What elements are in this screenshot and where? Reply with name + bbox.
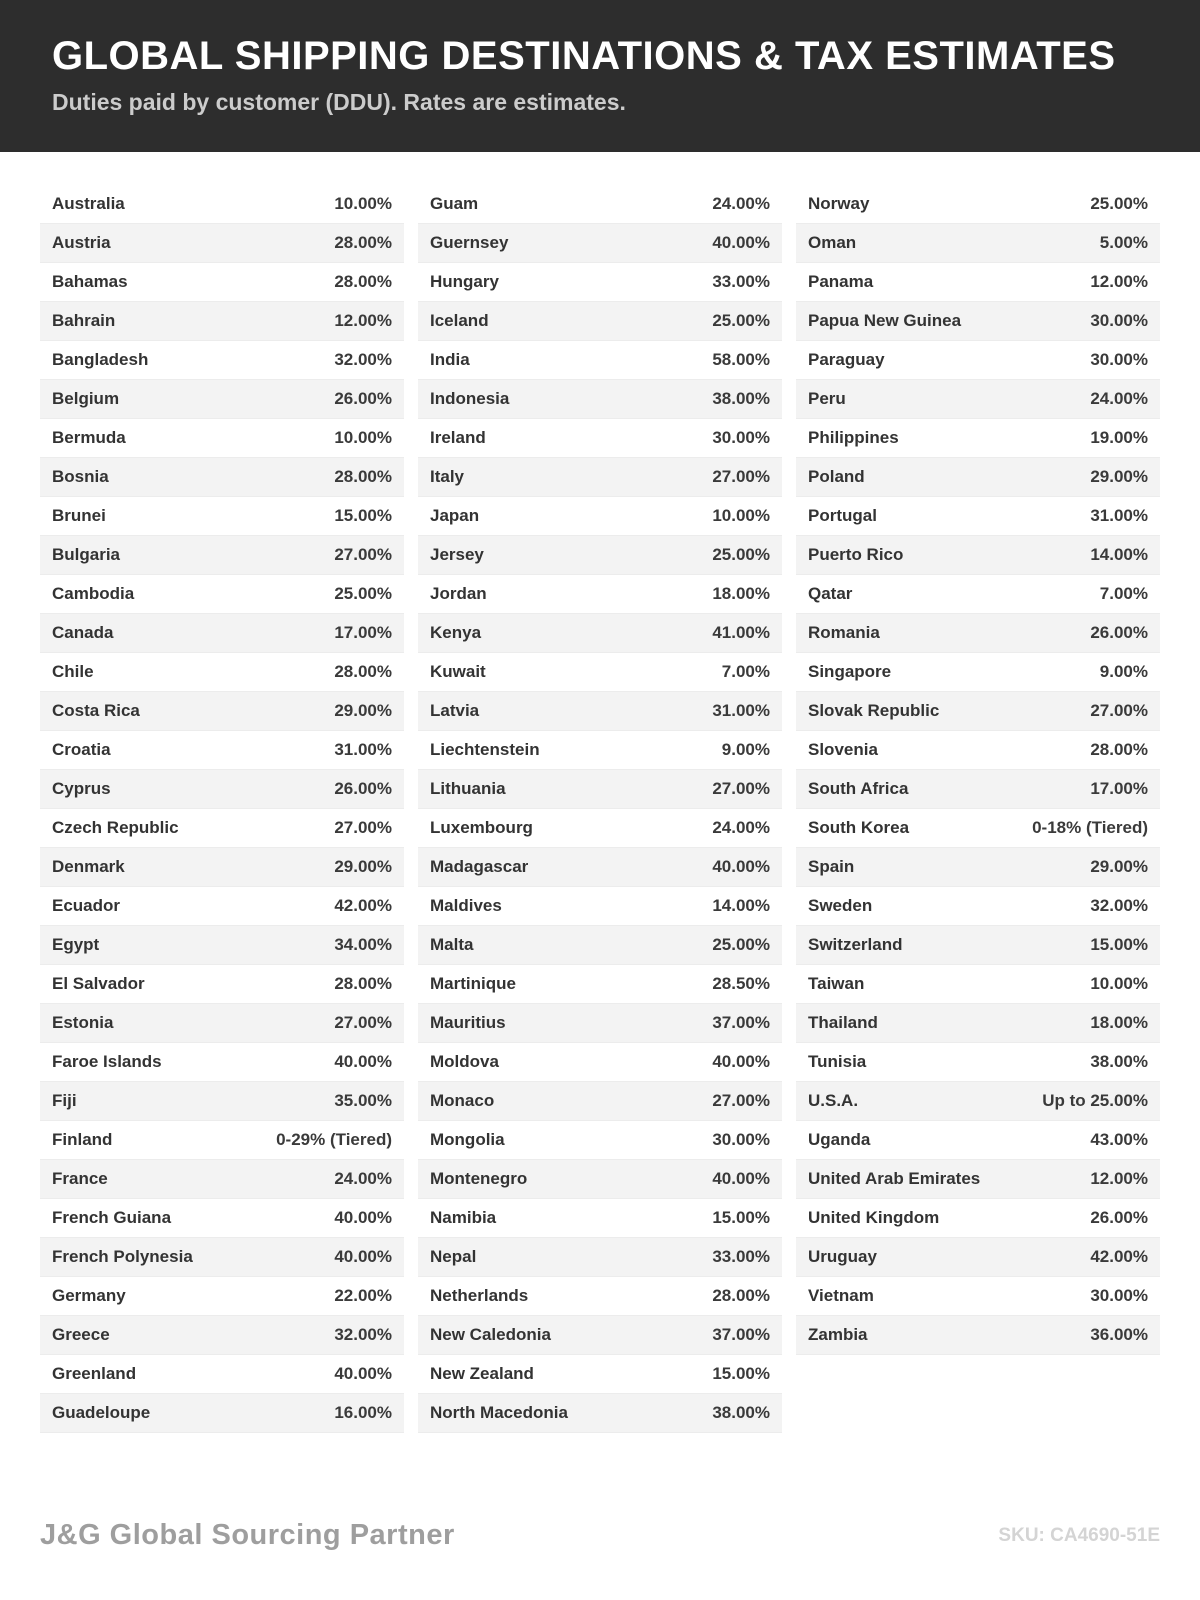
country-name: Vietnam: [808, 1286, 874, 1305]
country-name: Chile: [52, 662, 94, 681]
country-name: Uruguay: [808, 1247, 877, 1266]
country-name: Ecuador: [52, 896, 121, 915]
country-name: Spain: [808, 857, 855, 876]
tax-rate: 30.00%: [1090, 311, 1148, 330]
tax-rate: 31.00%: [712, 701, 770, 720]
country-name: Switzerland: [808, 935, 903, 954]
tax-rate: 25.00%: [712, 545, 770, 564]
rate-row: [796, 731, 1160, 770]
country-name: Guam: [430, 194, 479, 213]
tax-rate: 29.00%: [1090, 467, 1148, 486]
tax-rate: 22.00%: [334, 1286, 392, 1305]
country-name: Guernsey: [430, 233, 509, 252]
tax-rate: 12.00%: [1090, 1169, 1148, 1188]
rate-row: [40, 965, 404, 1004]
tax-rate: 25.00%: [712, 935, 770, 954]
tax-rate: 26.00%: [334, 779, 392, 798]
rate-row: [418, 809, 782, 848]
tax-rate: 27.00%: [712, 779, 770, 798]
country-name: Czech Republic: [52, 818, 179, 837]
tax-rate: 9.00%: [721, 740, 770, 759]
country-name: Ireland: [430, 428, 486, 447]
country-name: Indonesia: [430, 389, 510, 408]
rate-row: [796, 1238, 1160, 1277]
rate-row: [40, 848, 404, 887]
country-name: Denmark: [52, 857, 125, 876]
country-name: Kenya: [430, 623, 482, 642]
rate-row: [796, 614, 1160, 653]
rate-row: [40, 419, 404, 458]
tax-rate: 58.00%: [712, 350, 770, 369]
tax-rate: 29.00%: [1090, 857, 1148, 876]
rate-row: [418, 770, 782, 809]
country-name: Philippines: [808, 428, 899, 447]
rate-row: [418, 692, 782, 731]
country-name: Germany: [52, 1286, 126, 1305]
rate-row: [40, 263, 404, 302]
tax-rate: 28.00%: [1090, 740, 1148, 759]
country-name: Malta: [430, 935, 474, 954]
rate-row: [418, 419, 782, 458]
rate-row: [418, 848, 782, 887]
tax-rate: 33.00%: [712, 1247, 770, 1266]
tax-rate: 40.00%: [334, 1247, 392, 1266]
country-name: Namibia: [430, 1208, 497, 1227]
country-name: Qatar: [808, 584, 853, 603]
rate-row: [418, 1082, 782, 1121]
rate-row: [418, 302, 782, 341]
rate-row: [796, 1082, 1160, 1121]
rate-row: [40, 1121, 404, 1160]
tax-rate: 28.00%: [334, 662, 392, 681]
country-name: Iceland: [430, 311, 489, 330]
rate-row: [418, 1394, 782, 1433]
country-name: Monaco: [430, 1091, 495, 1110]
tax-rate: 14.00%: [1090, 545, 1148, 564]
rate-row: [40, 926, 404, 965]
country-name: United Arab Emirates: [808, 1169, 981, 1188]
tax-rate: 40.00%: [334, 1364, 392, 1383]
country-name: Estonia: [52, 1013, 114, 1032]
page-subtitle: Duties paid by customer (DDU). Rates are estimates.: [52, 89, 626, 115]
country-name: South Korea: [808, 818, 910, 837]
rate-row: [40, 1082, 404, 1121]
rate-row: [40, 302, 404, 341]
tax-rate: 40.00%: [334, 1208, 392, 1227]
tax-rate: 26.00%: [1090, 623, 1148, 642]
rate-row: [40, 1004, 404, 1043]
country-name: Moldova: [430, 1052, 499, 1071]
tax-rate: 5.00%: [1099, 233, 1148, 252]
country-name: France: [52, 1169, 108, 1188]
tax-rate: 28.00%: [712, 1286, 770, 1305]
rate-row: [796, 224, 1160, 263]
country-name: United Kingdom: [808, 1208, 940, 1227]
country-name: Montenegro: [430, 1169, 528, 1188]
tax-rate: 36.00%: [1090, 1325, 1148, 1344]
rate-row: [40, 497, 404, 536]
header: [0, 0, 1200, 152]
rate-row: [418, 965, 782, 1004]
country-name: Sweden: [808, 896, 873, 915]
rate-row: [40, 1238, 404, 1277]
country-name: Uganda: [808, 1130, 871, 1149]
rate-row: [40, 224, 404, 263]
country-name: Japan: [430, 506, 480, 525]
rate-row: [418, 1238, 782, 1277]
country-name: Mauritius: [430, 1013, 506, 1032]
tax-rate: 27.00%: [334, 818, 392, 837]
tax-rate: 42.00%: [334, 896, 392, 915]
rate-row: [796, 1160, 1160, 1199]
rate-row: [796, 185, 1160, 224]
rate-row: [418, 1043, 782, 1082]
tax-rate: 27.00%: [334, 1013, 392, 1032]
tax-rate: 30.00%: [712, 428, 770, 447]
footer: [40, 1519, 1160, 1552]
country-name: Jordan: [430, 584, 487, 603]
country-name: India: [430, 350, 470, 369]
rate-row: [796, 1121, 1160, 1160]
rate-row: [40, 653, 404, 692]
tax-rate: 24.00%: [334, 1169, 392, 1188]
country-name: Lithuania: [430, 779, 506, 798]
tax-rate: 41.00%: [712, 623, 770, 642]
rate-row: [418, 458, 782, 497]
rate-row: [418, 731, 782, 770]
tax-rate: 9.00%: [1099, 662, 1148, 681]
country-name: Panama: [808, 272, 874, 291]
rate-row: [796, 887, 1160, 926]
tax-rate: 27.00%: [712, 467, 770, 486]
tax-rate: 24.00%: [1090, 389, 1148, 408]
tax-rate: 18.00%: [1090, 1013, 1148, 1032]
country-name: Maldives: [430, 896, 502, 915]
country-name: Greenland: [52, 1364, 137, 1383]
rate-row: [796, 1199, 1160, 1238]
rate-row: [40, 1199, 404, 1238]
rates-grid: [0, 185, 1200, 1433]
tax-rate: 29.00%: [334, 857, 392, 876]
country-name: Tunisia: [808, 1052, 867, 1071]
country-name: Latvia: [430, 701, 480, 720]
tax-rate: 30.00%: [712, 1130, 770, 1149]
tax-rate: 31.00%: [1090, 506, 1148, 525]
country-name: Belgium: [52, 389, 120, 408]
tax-rate: 35.00%: [334, 1091, 392, 1110]
tax-rate: 15.00%: [1090, 935, 1148, 954]
tax-rate: 42.00%: [1090, 1247, 1148, 1266]
rate-row: [40, 1043, 404, 1082]
tax-rate: 7.00%: [1099, 584, 1148, 603]
rate-row: [40, 1355, 404, 1394]
rate-row: [796, 497, 1160, 536]
rate-row: [418, 1160, 782, 1199]
country-name: Jersey: [430, 545, 484, 564]
tax-rate: 38.00%: [712, 1403, 770, 1422]
rate-row: [796, 458, 1160, 497]
tax-rate: 30.00%: [1090, 1286, 1148, 1305]
rate-row: [796, 965, 1160, 1004]
country-name: Guadeloupe: [52, 1403, 151, 1422]
country-name: Cyprus: [52, 779, 111, 798]
tax-rate: 26.00%: [334, 389, 392, 408]
rate-row: [40, 614, 404, 653]
rate-row: [418, 1004, 782, 1043]
country-name: Mongolia: [430, 1130, 505, 1149]
country-name: French Polynesia: [52, 1247, 193, 1266]
tax-rate: 28.00%: [334, 233, 392, 252]
tax-rate: 0-29% (Tiered): [276, 1130, 392, 1149]
country-name: French Guiana: [52, 1208, 172, 1227]
rate-row: [40, 380, 404, 419]
tax-rate: 25.00%: [712, 311, 770, 330]
country-name: Bahrain: [52, 311, 116, 330]
country-name: Kuwait: [430, 662, 486, 681]
rate-row: [796, 302, 1160, 341]
rate-row: [40, 1277, 404, 1316]
tax-rate: 32.00%: [1090, 896, 1148, 915]
tax-rate: 15.00%: [334, 506, 392, 525]
country-name: Papua New Guinea: [808, 311, 962, 330]
rate-row: [40, 185, 404, 224]
tax-rate: 10.00%: [334, 194, 392, 213]
tax-rate: 37.00%: [712, 1013, 770, 1032]
rate-row: [796, 1043, 1160, 1082]
country-name: El Salvador: [52, 974, 145, 993]
country-name: Madagascar: [430, 857, 529, 876]
rate-row: [40, 536, 404, 575]
tax-rate: 38.00%: [1090, 1052, 1148, 1071]
country-name: Cambodia: [52, 584, 135, 603]
rate-row: [418, 1199, 782, 1238]
country-name: Australia: [52, 194, 125, 213]
rate-row: [40, 1394, 404, 1433]
rate-row: [418, 497, 782, 536]
tax-rate: 24.00%: [712, 194, 770, 213]
country-name: U.S.A.: [808, 1091, 859, 1110]
rate-row: [796, 575, 1160, 614]
tax-rate: 0-18% (Tiered): [1032, 818, 1148, 837]
rate-row: [418, 887, 782, 926]
tax-rate: 12.00%: [334, 311, 392, 330]
rate-row: [796, 770, 1160, 809]
rate-row: [796, 1004, 1160, 1043]
rates-column-2: [418, 185, 782, 1433]
country-name: Slovenia: [808, 740, 878, 759]
rate-row: [40, 809, 404, 848]
rate-row: [40, 575, 404, 614]
country-name: Poland: [808, 467, 865, 486]
tax-rate: 40.00%: [712, 857, 770, 876]
country-name: Bulgaria: [52, 545, 121, 564]
rate-row: [796, 1277, 1160, 1316]
tax-rate: 24.00%: [712, 818, 770, 837]
country-name: Bosnia: [52, 467, 109, 486]
country-name: Bahamas: [52, 272, 128, 291]
tax-rate: 38.00%: [712, 389, 770, 408]
tax-rate: 40.00%: [334, 1052, 392, 1071]
page-title: GLOBAL SHIPPING DESTINATIONS & TAX ESTIMATES: [52, 34, 1116, 78]
country-name: Egypt: [52, 935, 100, 954]
rate-row: [418, 536, 782, 575]
tax-rate: 28.00%: [334, 974, 392, 993]
tax-rate: 40.00%: [712, 1052, 770, 1071]
rate-row: [418, 653, 782, 692]
rate-row: [418, 1316, 782, 1355]
rate-row: [418, 575, 782, 614]
country-name: Canada: [52, 623, 114, 642]
rate-row: [40, 692, 404, 731]
tax-rate: 34.00%: [334, 935, 392, 954]
tax-rate: 27.00%: [712, 1091, 770, 1110]
rate-row: [418, 926, 782, 965]
country-name: Costa Rica: [52, 701, 140, 720]
country-name: Croatia: [52, 740, 111, 759]
tax-rate: 14.00%: [712, 896, 770, 915]
rate-row: [796, 263, 1160, 302]
rate-row: [40, 341, 404, 380]
rate-row: [796, 848, 1160, 887]
tax-rate: 18.00%: [712, 584, 770, 603]
rate-row: [796, 809, 1160, 848]
country-name: Romania: [808, 623, 880, 642]
rate-row: [40, 1316, 404, 1355]
country-name: Brunei: [52, 506, 106, 525]
rate-row: [418, 224, 782, 263]
tax-rate: 10.00%: [712, 506, 770, 525]
country-name: Greece: [52, 1325, 110, 1344]
country-name: Norway: [808, 194, 870, 213]
rate-row: [418, 1121, 782, 1160]
rate-row: [418, 341, 782, 380]
rate-row: [796, 536, 1160, 575]
tax-rate: 17.00%: [334, 623, 392, 642]
country-name: Taiwan: [808, 974, 865, 993]
tax-rate: 43.00%: [1090, 1130, 1148, 1149]
rate-row: [40, 731, 404, 770]
tax-rate: 37.00%: [712, 1325, 770, 1344]
tax-rate: 10.00%: [1090, 974, 1148, 993]
country-name: Italy: [430, 467, 465, 486]
tax-rate: 28.00%: [334, 467, 392, 486]
country-name: Thailand: [808, 1013, 878, 1032]
tax-rate: 25.00%: [334, 584, 392, 603]
country-name: North Macedonia: [430, 1403, 568, 1422]
tax-rate: 27.00%: [334, 545, 392, 564]
tax-rate: 29.00%: [334, 701, 392, 720]
rate-row: [40, 1160, 404, 1199]
country-name: Slovak Republic: [808, 701, 940, 720]
tax-rate: 17.00%: [1090, 779, 1148, 798]
country-name: South Africa: [808, 779, 909, 798]
rate-row: [796, 380, 1160, 419]
rate-row: [40, 770, 404, 809]
rate-row: [418, 614, 782, 653]
country-name: Bermuda: [52, 428, 126, 447]
brand-name: J&G Global Sourcing Partner: [40, 1519, 455, 1551]
country-name: Fiji: [52, 1091, 77, 1110]
country-name: Finland: [52, 1130, 113, 1149]
rates-column-3: [796, 185, 1160, 1355]
rates-column-1: [40, 185, 404, 1433]
country-name: Luxembourg: [430, 818, 533, 837]
country-name: Martinique: [430, 974, 516, 993]
tax-rate: 40.00%: [712, 1169, 770, 1188]
country-name: Peru: [808, 389, 846, 408]
country-name: Portugal: [808, 506, 877, 525]
tax-rate: 31.00%: [334, 740, 392, 759]
sku-label: SKU: CA4690-51E: [998, 1524, 1160, 1546]
country-name: Nepal: [430, 1247, 477, 1266]
tax-rate: 30.00%: [1090, 350, 1148, 369]
tax-rate: 15.00%: [712, 1364, 770, 1383]
tax-rate: 27.00%: [1090, 701, 1148, 720]
tax-rate: Up to 25.00%: [1042, 1091, 1148, 1110]
tax-rate: 33.00%: [712, 272, 770, 291]
rate-row: [796, 692, 1160, 731]
rate-row: [796, 341, 1160, 380]
rate-row: [796, 926, 1160, 965]
tax-rate: 7.00%: [721, 662, 770, 681]
tax-rate: 15.00%: [712, 1208, 770, 1227]
rate-row: [40, 458, 404, 497]
country-name: Netherlands: [430, 1286, 529, 1305]
country-name: Puerto Rico: [808, 545, 904, 564]
country-name: Liechtenstein: [430, 740, 540, 759]
country-name: Paraguay: [808, 350, 885, 369]
rate-row: [796, 1316, 1160, 1355]
rate-row: [40, 887, 404, 926]
tax-rate: 40.00%: [712, 233, 770, 252]
country-name: New Caledonia: [430, 1325, 551, 1344]
tax-rate: 28.00%: [334, 272, 392, 291]
rate-row: [796, 653, 1160, 692]
tax-rate: 10.00%: [334, 428, 392, 447]
rate-row: [418, 1277, 782, 1316]
tax-rate: 25.00%: [1090, 194, 1148, 213]
tax-rate: 19.00%: [1090, 428, 1148, 447]
country-name: Bangladesh: [52, 350, 149, 369]
tax-rate: 16.00%: [334, 1403, 392, 1422]
country-name: Faroe Islands: [52, 1052, 162, 1071]
rate-row: [418, 263, 782, 302]
tax-rate: 32.00%: [334, 350, 392, 369]
tax-rate: 32.00%: [334, 1325, 392, 1344]
rate-row: [418, 1355, 782, 1394]
country-name: Austria: [52, 233, 111, 252]
country-name: Singapore: [808, 662, 892, 681]
tax-rate: 12.00%: [1090, 272, 1148, 291]
country-name: New Zealand: [430, 1364, 534, 1383]
tax-rate: 28.50%: [712, 974, 770, 993]
country-name: Hungary: [430, 272, 499, 291]
rate-row: [796, 419, 1160, 458]
country-name: Zambia: [808, 1325, 868, 1344]
country-name: Oman: [808, 233, 857, 252]
rate-row: [418, 380, 782, 419]
tax-rate: 26.00%: [1090, 1208, 1148, 1227]
rate-row: [418, 185, 782, 224]
